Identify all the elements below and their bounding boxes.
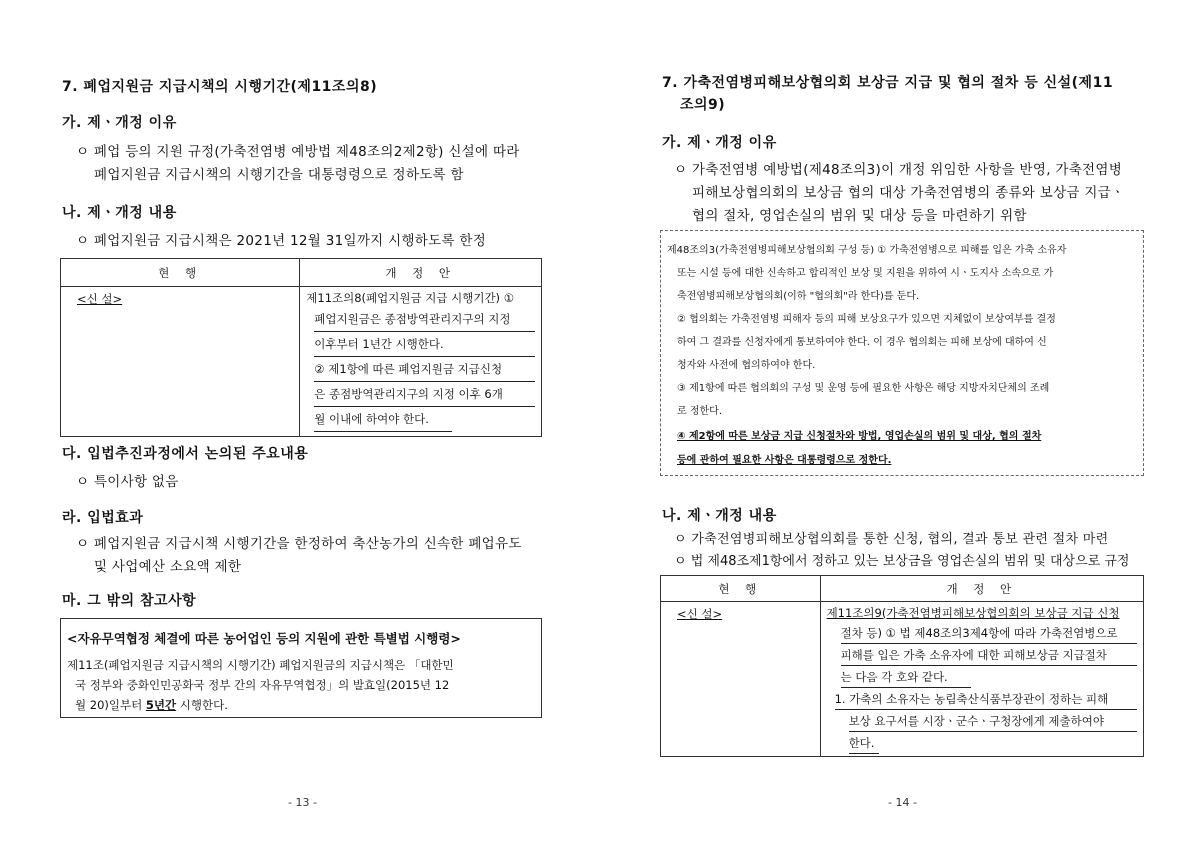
statute-line: ② 협의회는 가축전염병 피해자 등의 피해 보상요구가 있으면 지체없이 보상여부를 결정	[677, 314, 1056, 325]
comparison-table	[660, 575, 1144, 757]
content-bullet-line: ㅇ 법 제48조제1항에서 정하고 있는 보상금을 영업손실의 범위 및 대상으로 규정	[674, 554, 1130, 569]
revised-article-line: 은 종점방역관리지구의 지정 이후 6개	[314, 382, 535, 407]
effect-bullet-line: 및 사업예산 소요액 제한	[94, 559, 242, 575]
statute-line: 또는 시설 등에 대한 신속하고 합리적인 보상 및 지원을 위하여 시ㆍ도지사 소속으로 가	[677, 268, 1054, 279]
revised-article-line: 제11조의9(가축전염병피해보상협의회의 보상금 지급 신청	[826, 606, 1120, 620]
current-new-provision: <신 설>	[677, 607, 723, 621]
revised-article-line: 보상 요구서를 시장ㆍ군수ㆍ구청장에게 제출하여야	[849, 710, 1137, 732]
section-title: 7. 가축전염병피해보상협의회 보상금 지급 및 협의 절차 등 신설(제11	[662, 75, 1114, 91]
revised-article-line: 피해를 입은 가축 소유자에 대한 피해보상금 지급절차	[841, 644, 1137, 666]
statute-delegation-line: ④ 제2항에 따른 보상금 지급 신청절차와 방법, 영업손실의 범위 및 대상, 협의 절차	[677, 431, 1042, 442]
current-new-provision: <신 설>	[77, 292, 123, 306]
revised-article-line: 한다.	[849, 732, 879, 754]
statute-line: ③ 제1항에 따른 협의회의 구성 및 운영 등에 필요한 사항은 해당 지방자치단체의 조례	[677, 383, 1050, 394]
section-title-cont: 조의9)	[680, 97, 726, 113]
statute-line: 제48조의3(가축전염병피해보상협의회 구성 등) ① 가축전염병으로 피해를 입은 가축 소유자	[667, 245, 1067, 256]
reference-law-line: 제11조(폐업지원금 지급시책의 시행기간) 폐업지원금의 지급시책은 「대한민	[67, 658, 454, 672]
page-14	[600, 0, 1200, 848]
reason-heading: 가. 제ㆍ개정 이유	[662, 135, 777, 151]
revised-article-line: 월 이내에 하여야 한다.	[314, 407, 452, 432]
content-heading: 나. 제ㆍ개정 내용	[662, 508, 777, 524]
effect-heading: 라. 입법효과	[62, 510, 144, 526]
discussion-bullet-line: ㅇ 특이사항 없음	[76, 474, 179, 490]
statute-line: 로 정한다.	[677, 406, 722, 417]
statute-line: 하여 그 결과를 신청자에게 통보하여야 한다. 이 경우 협의회는 피해 보상에 대하여 신	[677, 337, 1047, 348]
page-number: - 13 -	[288, 796, 317, 809]
reference-law-box	[60, 618, 542, 718]
statute-line: 청자와 사전에 협의하여야 한다.	[677, 360, 816, 371]
page-number: - 14 -	[888, 796, 917, 809]
column-header-current: 현 행	[661, 576, 821, 602]
revised-article-line: 제11조의8(폐업지원금 지급 시행기간) ①	[306, 291, 515, 305]
revised-article-line: 이후부터 1년간 시행한다.	[314, 332, 535, 357]
statute-delegation-line: 등에 관하여 필요한 사항은 대통령령으로 정한다.	[677, 455, 892, 466]
reference-heading: 마. 그 밖의 참고사항	[62, 593, 197, 609]
reference-law-line	[75, 697, 228, 713]
content-bullet-line: ㅇ 가축전염병피해보상협의회를 통한 신청, 협의, 결과 통보 관련 절차 마련	[674, 532, 1109, 547]
discussion-heading: 다. 입법추진과정에서 논의된 주요내용	[62, 446, 309, 462]
reason-bullet-line: ㅇ 폐업 등의 지원 규정(가축전염병 예방법 제48조의2제2항) 신설에 따라	[76, 144, 520, 160]
column-header-revised: 개 정 안	[300, 259, 542, 287]
comparison-table	[60, 258, 542, 437]
reason-bullet-line: 폐업지원금 지급시책의 시행기간을 대통령령으로 정하도록 함	[94, 167, 464, 183]
column-header-revised: 개 정 안	[820, 576, 1143, 602]
five-years-emphasis: 5년간	[145, 698, 177, 712]
statute-box	[660, 230, 1144, 476]
column-header-current: 현 행	[61, 259, 300, 287]
revised-article-line: 는 다음 각 호와 같다.	[841, 666, 971, 688]
revised-article-line: 절차 등) ① 법 제48조의3제4항에 따라 가축전염병으로	[841, 622, 1137, 644]
reason-bullet-line: ㅇ 가축전염병 예방법(제48조의3)이 개정 위임한 사항을 반영, 가축전염병	[674, 162, 1123, 178]
reference-law-text: 월 20)일부터	[75, 698, 146, 712]
reference-law-text: 시행한다.	[176, 698, 228, 712]
reason-heading: 가. 제ㆍ개정 이유	[62, 115, 177, 131]
statute-line: 축전염병피해보상협의회(이하 "협의회"라 한다)를 둔다.	[677, 291, 920, 302]
content-heading: 나. 제ㆍ개정 내용	[62, 205, 177, 221]
revised-article-line: ② 제1항에 따른 폐업지원금 지급신청	[314, 357, 535, 382]
reference-law-title: <자유무역협정 체결에 따른 농어업인 등의 지원에 관한 특별법 시행령>	[67, 631, 461, 646]
reference-law-line: 국 정부와 중화인민공화국 정부 간의 자유무역협정」의 발효일(2015년 12	[75, 678, 450, 692]
reason-bullet-line: 피해보상협의회의 보상금 협의 대상 가축전염병의 종류와 보상금 지급ㆍ	[692, 185, 1125, 201]
revised-article-line: 1. 가축의 소유자는 농림축산식품부장관이 정하는 피해	[835, 688, 1137, 710]
revised-article-line: 폐업지원금은 종점방역관리지구의 지정	[314, 307, 535, 332]
section-title: 7. 폐업지원금 지급시책의 시행기간(제11조의8)	[62, 79, 378, 95]
content-bullet-line: ㅇ 폐업지원금 지급시책은 2021년 12월 31일까지 시행하도록 한정	[76, 233, 487, 249]
reason-bullet-line: 협의 절차, 영업손실의 범위 및 대상 등을 마련하기 위함	[692, 208, 1027, 224]
effect-bullet-line: ㅇ 폐업지원금 지급시책 시행기간을 한정하여 축산농가의 신속한 폐업유도	[76, 536, 522, 552]
